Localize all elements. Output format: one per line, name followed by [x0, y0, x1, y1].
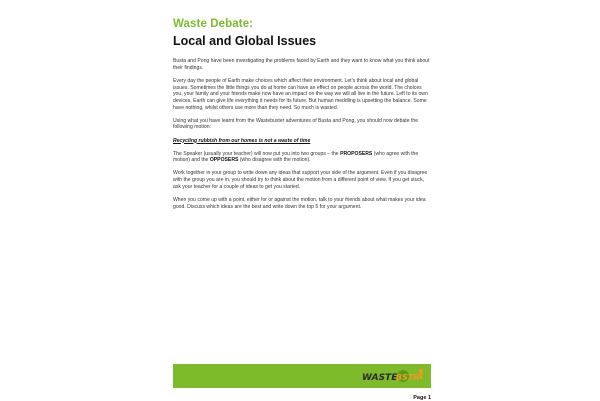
- document-subtitle: Local and Global Issues: [173, 34, 317, 48]
- opposers-keyword: OPPOSERS: [209, 157, 239, 164]
- document-body: [173, 58, 431, 217]
- groups-text-b: (who agree with the motion) and the: [173, 150, 419, 164]
- groups-text-c: (who disagree with the motion).: [238, 157, 311, 164]
- document-page: [173, 12, 431, 401]
- debate-motion: Recycling rubbish from our homes is not a waste of time: [173, 137, 311, 144]
- paragraph-task: Using what you have learnt from the Wastebuster adventures of Busta and Pong, you should now debate the following motion:: [173, 117, 419, 131]
- proposers-keyword: PROPOSERS: [340, 150, 373, 157]
- paragraph-context: Every day the people of Earth make choices which affect their environment. Let’s think about local and global issues. Sometimes the little things you do at home can have an effect on people across the world. The choices you, your family and your friends make now have an impact on the way we will all live in the future. Left to its own devices, Earth can give life everything it needs for its future. But human meddling is upsetting the balance. Some have nothing, whilst others use more than they need. So much is wasted.: [173, 77, 428, 111]
- footer-band: [173, 364, 431, 388]
- document-title: Waste Debate:: [173, 18, 254, 30]
- wastebuster-logo: [361, 365, 425, 387]
- paragraph-teamwork: Work together in your group to write down any ideas that support your side of the argument. Even if you disagree with the group you are in, you should try to think about the motion from a different point of view. If you get stuck, ask your teacher for a couple of ideas to get you started.: [173, 170, 428, 190]
- paragraph-intro: Busta and Pong have been investigating the problems faced by Earth and they want to know what you think about their findings.: [173, 58, 430, 71]
- groups-text-a: The Speaker (usually your teacher) will now put you into two groups – the: [173, 150, 341, 157]
- page-number: Page 1: [413, 395, 431, 401]
- paragraph-groups: [173, 151, 431, 164]
- svg-text:WASTE: WASTE: [362, 373, 398, 383]
- svg-text:BSTR: BSTR: [396, 373, 420, 382]
- paragraph-discussion: When you come up with a point, either for or against the motion, talk to your friends about what makes your idea good. Discuss which ideas are the best and write down the top 5 for your argument.: [173, 196, 426, 210]
